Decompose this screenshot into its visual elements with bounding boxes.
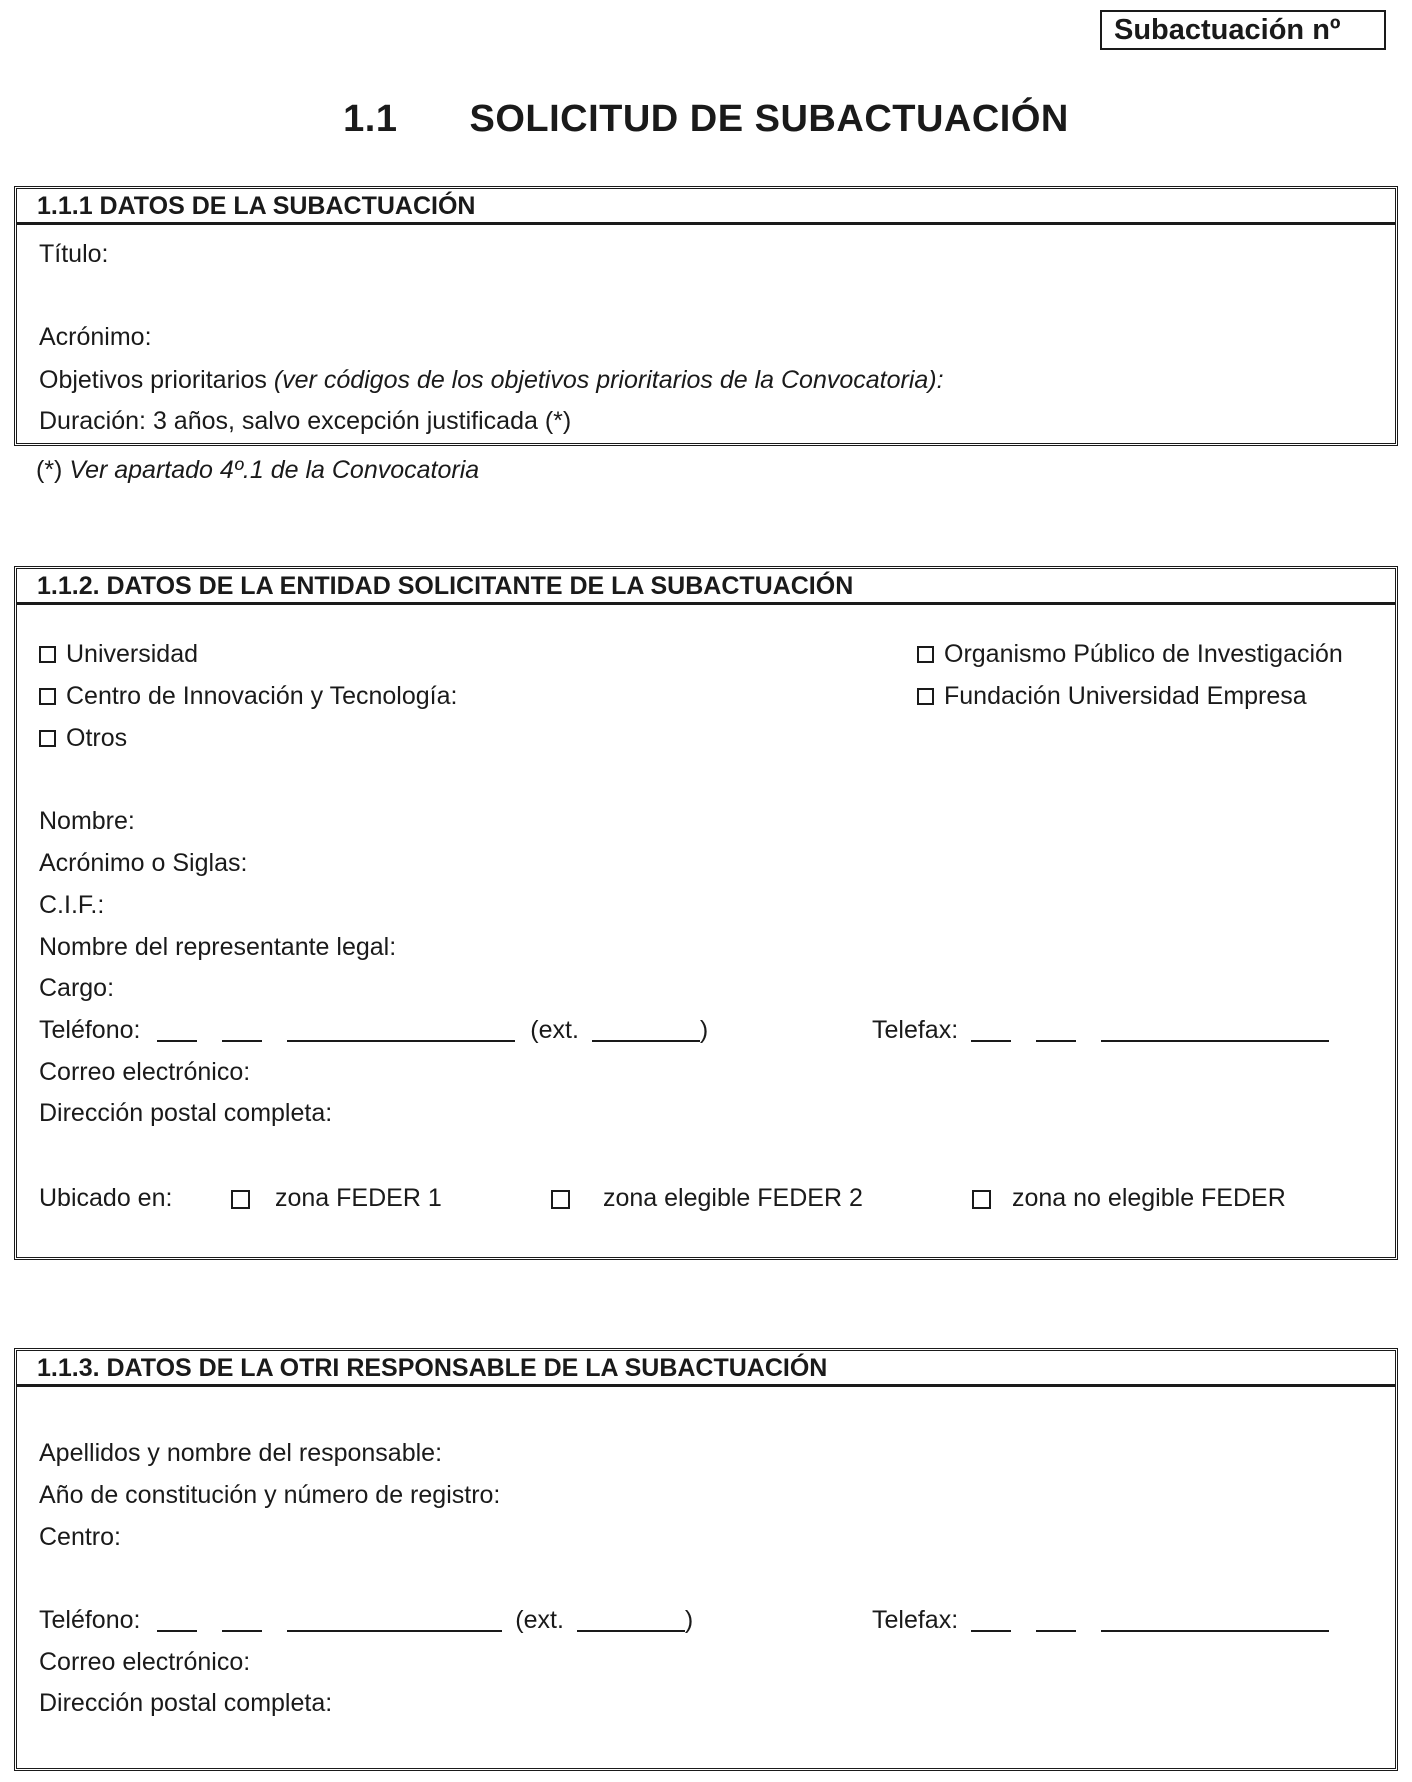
anio-registro-field[interactable]: Año de constitución y número de registro: [39,1481,501,1509]
representante-field[interactable]: Nombre del representante legal: [39,933,397,961]
option-centro[interactable] [39,681,457,711]
ext-label: (ext. [515,1606,564,1634]
ext-label: (ext. [530,1016,579,1044]
telefax-number-blank[interactable] [1101,1018,1329,1042]
option-universidad[interactable] [39,639,198,669]
direccion-field[interactable]: Dirección postal completa: [39,1099,333,1127]
option-label: Fundación Universidad Empresa [944,682,1307,710]
option-label: Organismo Público de Investigación [944,640,1343,668]
telefax-label: Telefax: [872,1016,959,1044]
option-label: Otros [66,724,128,752]
zona3-label: zona no elegible FEDER [1012,1184,1286,1212]
checkbox-universidad[interactable] [39,646,56,663]
footnote-text: Ver apartado 4º.1 de la Convocatoria [69,456,480,484]
option-label: Centro de Innovación y Tecnología: [66,682,458,710]
checkbox-otros[interactable] [39,730,56,747]
acronimo-siglas-field[interactable]: Acrónimo o Siglas: [39,849,248,877]
apellidos-field[interactable]: Apellidos y nombre del responsable: [39,1439,443,1467]
telefono-row [39,1605,693,1635]
zona1-label: zona FEDER 1 [275,1184,442,1212]
telefax-row [872,1605,1329,1635]
section-heading: 1.1.2. DATOS DE LA ENTIDAD SOLICITANTE DE LA SUBACTUACIÓN [17,569,1395,605]
option-otros[interactable] [39,723,127,753]
footnote [36,456,479,485]
telefono-number-blank[interactable] [287,1018,515,1042]
title-number: 1.1 [343,98,398,140]
option-organismo[interactable] [917,639,1343,669]
duracion-field: Duración: 3 años, salvo excepción justificada (*) [39,407,572,435]
objetivos-field[interactable] [39,365,944,395]
titulo-field[interactable]: Título: [39,240,109,268]
telefono-prefix-blank[interactable] [157,1608,197,1632]
direccion-field[interactable]: Dirección postal completa: [39,1689,333,1717]
nombre-field[interactable]: Nombre: [39,807,135,835]
telefono-area-blank[interactable] [222,1018,262,1042]
ext-blank[interactable] [577,1608,685,1632]
objetivos-label: Objetivos prioritarios [39,366,274,394]
checkbox-zona1[interactable] [231,1190,250,1209]
telefax-prefix-blank[interactable] [971,1608,1011,1632]
ext-close: ) [699,1016,709,1044]
cif-field[interactable]: C.I.F.: [39,891,105,919]
title-text: SOLICITUD DE SUBACTUACIÓN [469,98,1069,140]
option-fundacion[interactable] [917,681,1307,711]
telefax-prefix-blank[interactable] [971,1018,1011,1042]
ubicado-label: Ubicado en: [39,1184,173,1212]
telefax-row [872,1015,1329,1045]
checkbox-centro[interactable] [39,688,56,705]
checkbox-fundacion[interactable] [917,688,934,705]
footnote-mark: (*) [36,456,70,484]
objetivos-note: (ver códigos de los objetivos prioritarios de la Convocatoria): [273,366,944,394]
zona2-label: zona elegible FEDER 2 [603,1184,863,1212]
telefono-label: Teléfono: [39,1016,141,1044]
cargo-field[interactable]: Cargo: [39,974,115,1002]
ext-close: ) [684,1606,694,1634]
ext-blank[interactable] [592,1018,700,1042]
telefax-area-blank[interactable] [1036,1018,1076,1042]
telefax-area-blank[interactable] [1036,1608,1076,1632]
section-entidad-solicitante [14,566,1398,1260]
section-heading: 1.1.1 DATOS DE LA SUBACTUACIÓN [17,189,1395,225]
telefono-area-blank[interactable] [222,1608,262,1632]
centro-field[interactable]: Centro: [39,1523,121,1551]
telefax-label: Telefax: [872,1606,959,1634]
correo-field[interactable]: Correo electrónico: [39,1058,251,1086]
acronimo-field[interactable]: Acrónimo: [39,323,152,351]
subaction-number-label: Subactuación nº [1114,14,1341,46]
correo-field[interactable]: Correo electrónico: [39,1648,251,1676]
page-title [0,98,1412,141]
telefono-row [39,1015,708,1045]
section-otri-responsable [14,1348,1398,1771]
telefax-number-blank[interactable] [1101,1608,1329,1632]
checkbox-zona3[interactable] [972,1190,991,1209]
telefono-prefix-blank[interactable] [157,1018,197,1042]
option-label: Universidad [66,640,199,668]
telefono-label: Teléfono: [39,1606,141,1634]
checkbox-organismo[interactable] [917,646,934,663]
section-datos-subactuacion [14,186,1398,446]
subaction-number-box[interactable] [1100,10,1386,50]
section-heading: 1.1.3. DATOS DE LA OTRI RESPONSABLE DE LA SUBACTUACIÓN [17,1351,1395,1387]
checkbox-zona2[interactable] [551,1190,570,1209]
telefono-number-blank[interactable] [287,1608,502,1632]
